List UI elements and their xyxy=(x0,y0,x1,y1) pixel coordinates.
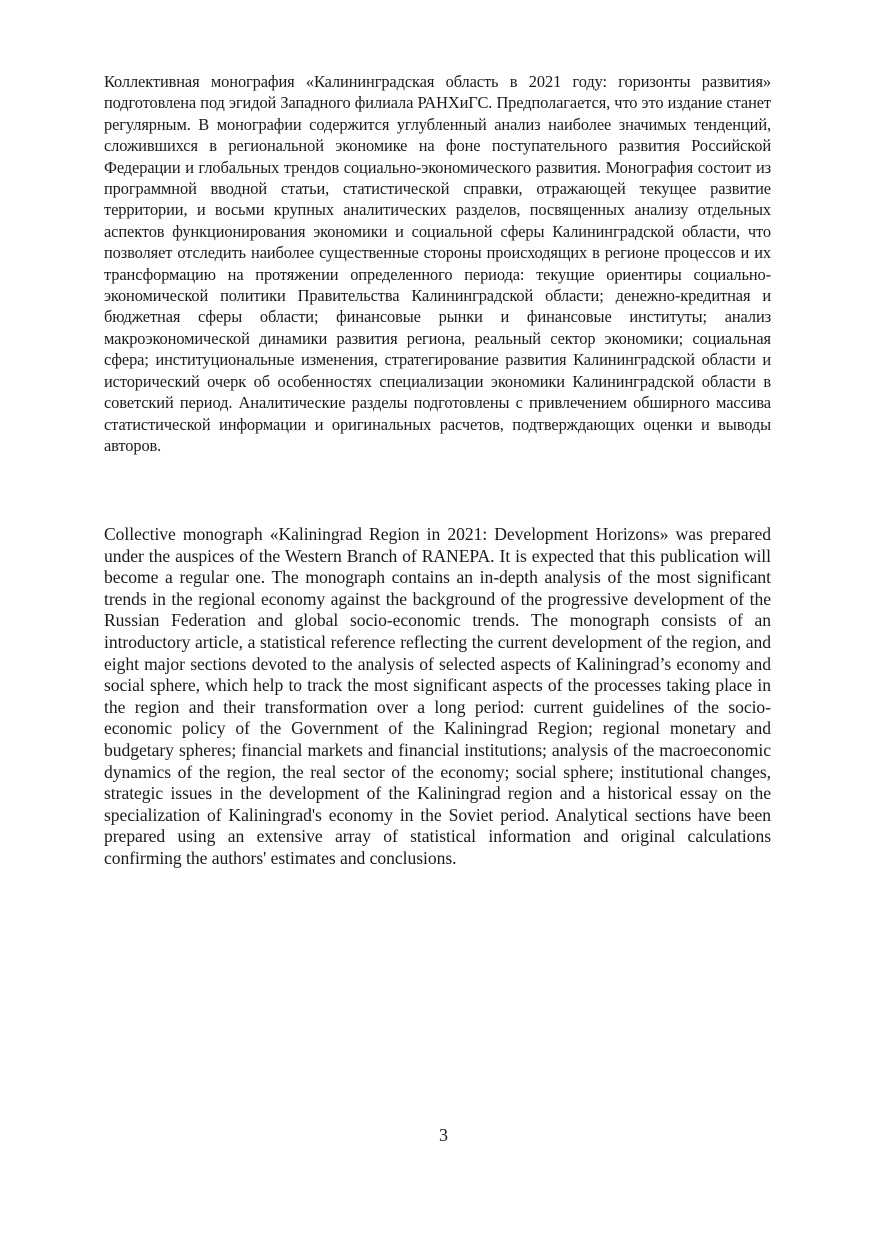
abstract-russian: Коллективная монография «Калининградская область в 2021 году: горизонты развития» подготовлена под эгидой Западного филиала РАНХиГС. Предполагается, что это издание станет регулярным. В монографии содержится углубленный анализ наиболее значимых тенденций, сложившихся в региональной экономике на фоне поступательного развития Российской Федерации и глобальных трендов социально-экономического развития. Монография состоит из программной вводной статьи, статистической справки, отражающей текущее развитие территории, и восьми крупных аналитических разделов, посвященных анализу отдельных аспектов функционирования экономики и социальной сферы Калининградской области, что позволяет отследить наиболее существенные стороны происходящих в регионе процессов и их трансформацию на протяжении определенного периода: текущие ориентиры социально-экономической политики Правительства Калининградской области; денежно-кредитная и бюджетная сферы области; финансовые рынки и финансовые институты; анализ макроэкономической динамики развития региона, реальный сектор экономики; социальная сфера; институциональные изменения, стратегирование развития Калининградской области и исторический очерк об особенностях специализации экономики Калининградской области в советский период. Аналитические разделы подготовлены с привлечением обширного массива статистической информации и оригинальных расчетов, подтверждающих оценки и выводы авторов. xyxy=(104,72,771,455)
page-number: 3 xyxy=(439,1125,448,1145)
abstract-english: Collective monograph «Kaliningrad Region in 2021: Development Horizons» was prepared under the auspices of the Western Branch of RANEPA. It is expected that this publication will become a regular one. The monograph contains an in-depth analysis of the most significant trends in the regional economy against the background of the progressive development of the Russian Federation and global socio-economic trends. The monograph consists of an introductory article, a statistical reference reflecting the current development of the region, and eight major sections devoted to the analysis of selected aspects of Kaliningrad’s economy and social sphere, which help to track the most significant aspects of the processes taking place in the region and their transformation over a long period: current guidelines of the socio-economic policy of the Government of the Kaliningrad Region; regional monetary and budgetary spheres; financial markets and financial institutions; analysis of the macroeconomic dynamics of the region, the real sector of the economy; social sphere; institutional changes, strategic issues in the development of the Kaliningrad region and a historical essay on the specialization of Kaliningrad's economy in the Soviet period. Analytical sections have been prepared using an extensive array of statistical information and original calculations confirming the authors' estimates and conclusions. xyxy=(104,524,771,868)
